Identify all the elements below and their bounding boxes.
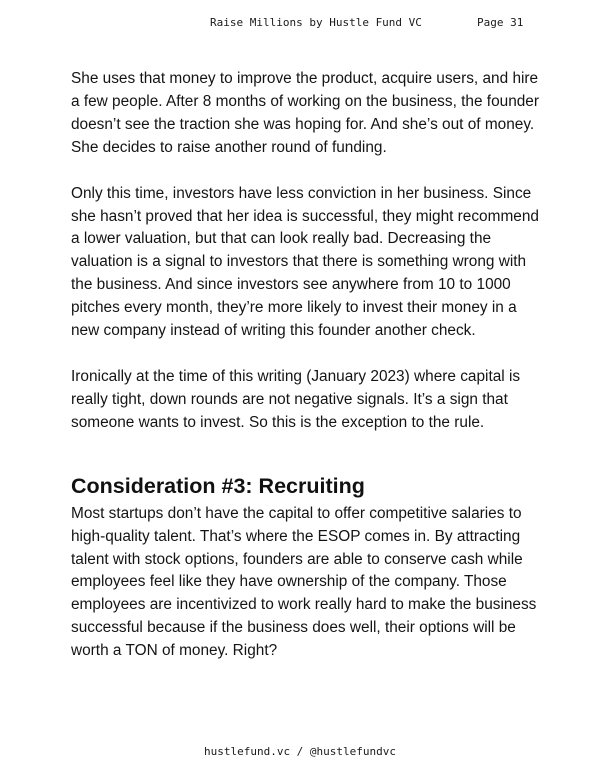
page-number: Page 31 xyxy=(477,16,524,29)
page-footer: hustlefund.vc / @hustlefundvc xyxy=(203,745,397,758)
body-paragraph-1: She uses that money to improve the product, acquire users, and hire a few people. After 8 months of working on the business, the founder doesn’t see the traction she was hoping for. And she’s out of money. She decides to raise another round of funding. xyxy=(71,70,539,156)
page-header xyxy=(0,16,600,34)
body-paragraph-2: Only this time, investors have less conviction in her business. Since she hasn’t proved that her idea is successful, they might recommend a lower valuation, but that can look really bad. Decreasing the valuation is a signal to investors that there is something wrong with the business. And since investors see anywhere from 10 to 1000 pitches every month, they’re more likely to invest their money in a new company instead of writing this founder another check. xyxy=(71,184,539,340)
page-body xyxy=(71,68,541,686)
book-title: Raise Millions by Hustle Fund VC xyxy=(210,16,422,29)
body-paragraph-3: Ironically at the time of this writing (January 2023) where capital is really tight, down rounds are not negative signals. It’s a sign that someone wants to invest. So this is the exception to the rule. xyxy=(71,367,521,431)
body-paragraph-4: Most startups don’t have the capital to offer competitive salaries to high-quality talent. That’s where the ESOP comes in. By attracting talent with stock options, founders are able to conserve cash while employees feel like they have ownership of the company. Those employees are incentivized to work really hard to make the business successful because if the business does well, their options will be worth a TON of money. Right? xyxy=(71,504,537,660)
section-heading: Consideration #3: Recruiting xyxy=(71,473,365,498)
